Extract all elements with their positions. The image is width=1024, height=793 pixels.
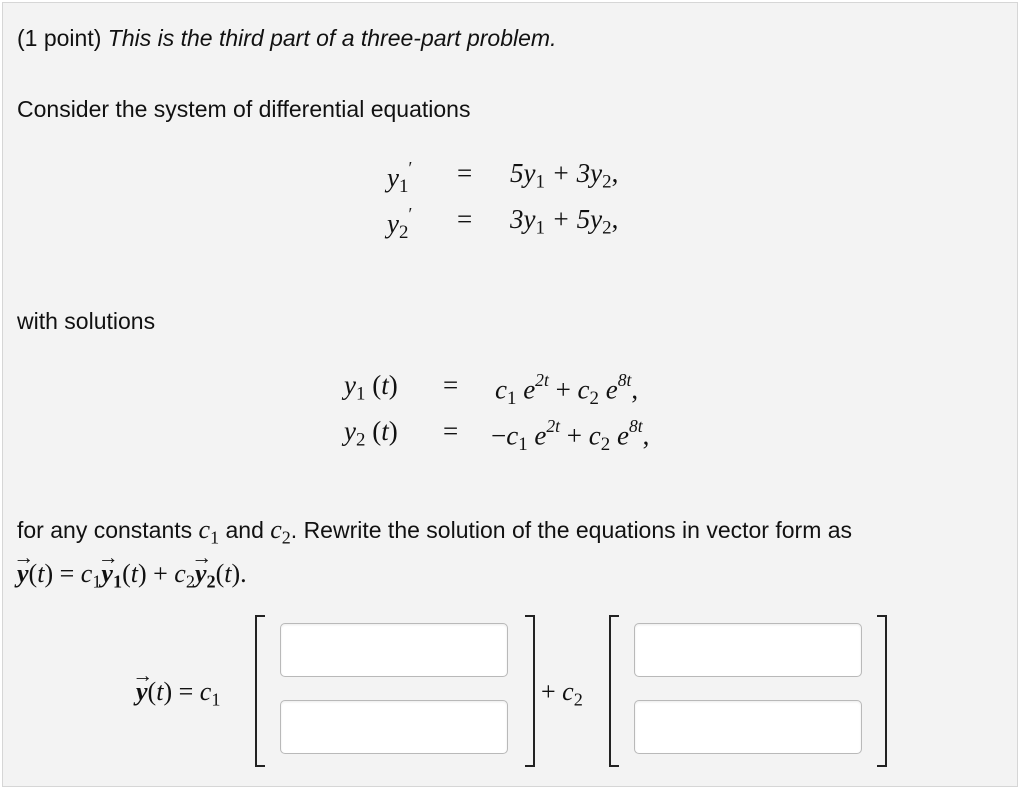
system-eq1-equals: = bbox=[457, 158, 473, 188]
left-bracket-2 bbox=[609, 615, 619, 767]
right-bracket-2 bbox=[877, 615, 887, 767]
answer-box-3[interactable] bbox=[634, 623, 862, 677]
answer-box-2[interactable] bbox=[280, 700, 508, 754]
answer-lhs: → $y(t) = c_1$ bbox=[136, 677, 220, 710]
right-bracket-1 bbox=[525, 615, 535, 767]
solution-y2-rhs: $-c_1$ $e^{2t} + c_2$ $e^{8t}$, bbox=[491, 416, 650, 455]
system-eq2-rhs: $3y_1 + 5y_2$, bbox=[510, 204, 619, 239]
answer-input-3[interactable] bbox=[635, 624, 861, 676]
intro-text: This is the third part of a three-part problem. bbox=[107, 25, 557, 51]
answer-input-1[interactable] bbox=[281, 624, 507, 676]
answer-input-2[interactable] bbox=[281, 701, 507, 753]
solution-y1-lhs: $y_1$ (t) bbox=[344, 370, 398, 405]
answer-input-4[interactable] bbox=[635, 701, 861, 753]
solution-y2-equals: = bbox=[443, 416, 459, 446]
problem-panel bbox=[2, 2, 1018, 787]
with-solutions-text: with solutions bbox=[17, 308, 156, 334]
answer-box-4[interactable] bbox=[634, 700, 862, 754]
problem-header bbox=[17, 25, 556, 52]
left-bracket-1 bbox=[255, 615, 265, 767]
constants-text: for any constants $c_1$ and $c_2$. Rewrite the solution of the equations in vector form as bbox=[17, 515, 853, 548]
solution-y1-rhs: $c_1$ $e^{2t} + c_2$ $e^{8t}$, bbox=[495, 370, 639, 409]
solution-y1-equals: = bbox=[443, 370, 459, 400]
answer-box-1[interactable] bbox=[280, 623, 508, 677]
consider-text: Consider the system of differential equations bbox=[17, 96, 471, 122]
system-eq1-rhs: $5y_1 + 3y_2$, bbox=[510, 158, 619, 193]
plus-c2: + $c_2$ bbox=[541, 677, 583, 710]
system-eq1-lhs: $y_1'$ bbox=[387, 158, 413, 197]
system-eq2-lhs: $y_2'$ bbox=[387, 204, 413, 243]
system-eq2-equals: = bbox=[457, 204, 473, 234]
solution-y2-lhs: $y_2$ (t) bbox=[344, 416, 398, 451]
vector-form-expression: → $y(t) = c_1\to y_1(t) + c_2\to y_2(t)$. bbox=[17, 559, 247, 592]
points-label: (1 point) bbox=[17, 25, 102, 51]
